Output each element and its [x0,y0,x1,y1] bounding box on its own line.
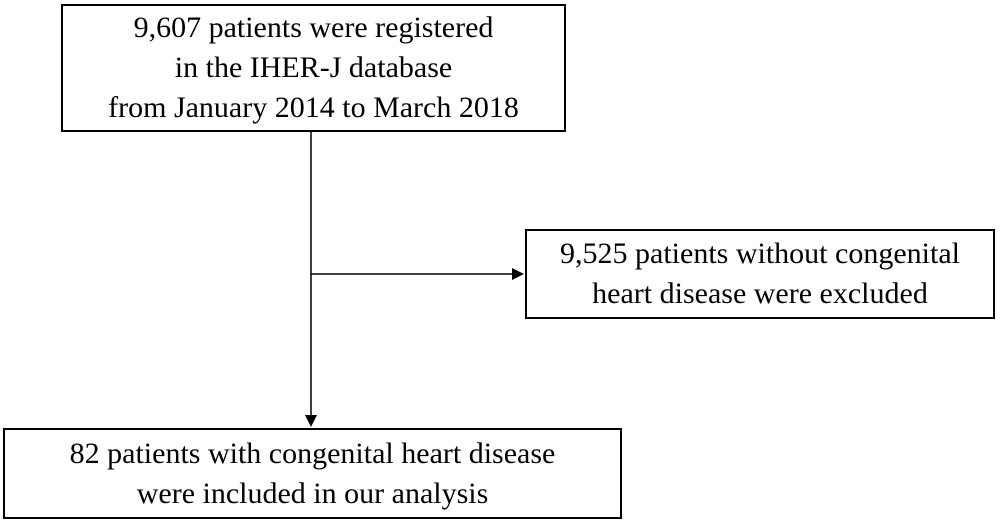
included-line-2: were included in our analysis [136,476,489,510]
included-line-1: 82 patients with congenital heart disease [69,436,556,470]
arrow-down-icon [305,415,317,427]
registered-line-3: from January 2014 to March 2018 [108,91,519,124]
registered-line-2: in the IHER-J database [174,51,453,84]
excluded-line-2: heart disease were excluded [592,277,928,310]
registered-line-1: 9,607 patients were registered [133,11,494,44]
excluded-line-1: 9,525 patients without congenital [560,237,960,270]
node-excluded-patients [525,229,995,319]
node-registered-patients [61,4,566,132]
arrow-right-icon [512,268,524,280]
node-included-patients [3,428,622,519]
